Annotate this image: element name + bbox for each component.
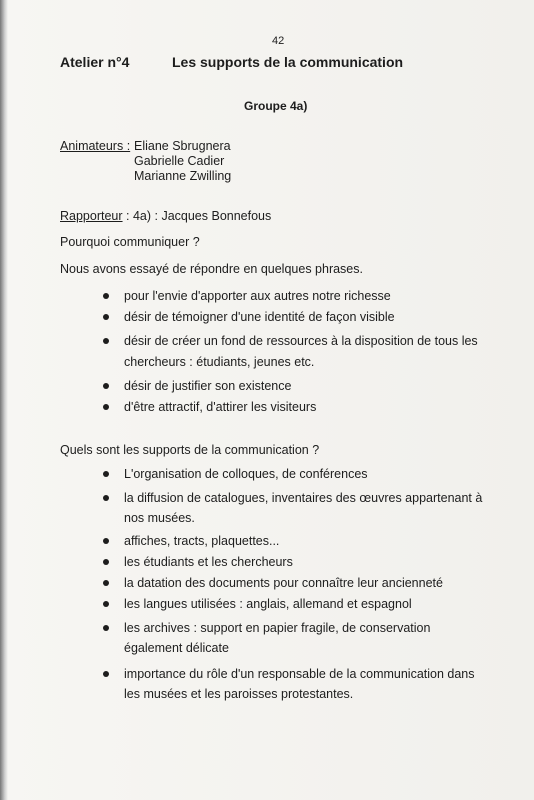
- intro-paragraph: Nous avons essayé de répondre en quelques phrases.: [60, 262, 363, 276]
- rapporteur-line: [60, 209, 271, 224]
- page-number: 42: [272, 35, 285, 47]
- bullet-icon: [103, 538, 109, 544]
- bullet-icon: [103, 601, 109, 607]
- group-label: Groupe 4a): [244, 99, 308, 113]
- list-item: pour l'envie d'apporter aux autres notre richesse: [124, 289, 492, 304]
- list-item: désir de justifier son existence: [124, 379, 492, 394]
- list-item: la datation des documents pour connaître leur ancienneté: [124, 576, 492, 591]
- list-item: L'organisation de colloques, de conférences: [124, 467, 492, 482]
- bullet-icon: [103, 383, 109, 389]
- list-item: la diffusion de catalogues, inventaires des œuvres appartenant à nos musées.: [124, 488, 492, 528]
- bullet-icon: [103, 495, 109, 501]
- list-item: désir de créer un fond de ressources à la disposition de tous les chercheurs : étudiants, jeunes etc.: [124, 331, 492, 373]
- bullet-icon: [103, 625, 109, 631]
- list-item: d'être attractif, d'attirer les visiteurs: [124, 400, 492, 415]
- bullet-icon: [103, 559, 109, 565]
- atelier-number: Atelier n°4: [60, 54, 130, 70]
- rapporteur-label: Rapporteur: [60, 209, 123, 223]
- list-item: désir de témoigner d'une identité de façon visible: [124, 310, 492, 325]
- list-item: les étudiants et les chercheurs: [124, 555, 492, 570]
- list-item: importance du rôle d'un responsable de la communication dans les musées et les paroisses protestantes.: [124, 664, 492, 704]
- bullet-icon: [103, 314, 109, 320]
- atelier-title: Les supports de la communication: [172, 54, 404, 70]
- bullet-icon: [103, 404, 109, 410]
- animateurs-label: Animateurs :: [60, 139, 131, 153]
- reasons-list: [124, 289, 492, 421]
- question-why-communicate: Pourquoi communiquer ?: [60, 235, 200, 249]
- bullet-icon: [103, 671, 109, 677]
- list-item: les langues utilisées : anglais, allemand et espagnol: [124, 597, 492, 612]
- rapporteur-value: : 4a) : Jacques Bonnefous: [122, 209, 272, 223]
- list-item: affiches, tracts, plaquettes...: [124, 534, 492, 549]
- question-supports: Quels sont les supports de la communication ?: [60, 443, 320, 457]
- bullet-icon: [103, 293, 109, 299]
- list-item: les archives : support en papier fragile, de conservation également délicate: [124, 618, 492, 658]
- bullet-icon: [103, 471, 109, 477]
- animateur-name: Eliane Sbrugnera: [134, 139, 231, 153]
- animateur-name: Gabrielle Cadier: [134, 154, 225, 168]
- animateur-name: Marianne Zwilling: [134, 169, 232, 183]
- bullet-icon: [103, 580, 109, 586]
- page-binding-shadow: [0, 0, 8, 800]
- supports-list: [124, 467, 492, 710]
- bullet-icon: [103, 338, 109, 344]
